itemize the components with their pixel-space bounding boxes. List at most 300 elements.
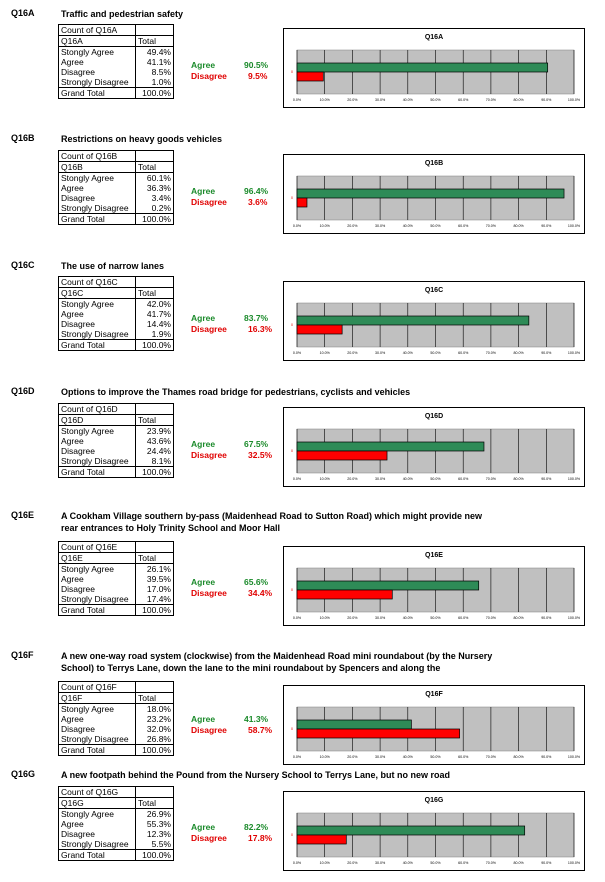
table-row	[59, 829, 174, 839]
question-title: A new one-way road system (clockwise) from the Maidenhead Road mini roundabout (by the Nursery School) to Terrys Lane, down the lane to the mini roundabout by Spencers and along the	[61, 651, 493, 673]
agree-bar	[297, 316, 529, 325]
x-tick-label: 10.0%	[319, 755, 330, 759]
row-value: 23.9%	[136, 426, 174, 437]
table-column-row	[59, 415, 174, 426]
row-value: 60.1%	[136, 173, 174, 184]
pivot-table	[58, 681, 174, 756]
chart-title: Q16A	[424, 34, 444, 41]
disagree-label: Disagree	[191, 588, 227, 598]
row-label: Strongly Disagree	[59, 203, 136, 214]
row-label: Strongly Disagree	[59, 456, 136, 467]
grand-total-value: 100.0%	[136, 340, 174, 351]
x-tick-label: 60.0%	[458, 477, 469, 481]
x-tick-label: 20.0%	[347, 351, 358, 355]
y-tick-label: 0	[291, 323, 293, 327]
disagree-label: Disagree	[191, 450, 227, 460]
table-header-row	[59, 542, 174, 553]
x-tick-label: 30.0%	[374, 616, 386, 620]
table-column-row	[59, 288, 174, 299]
x-tick-label: 0.0%	[292, 755, 302, 759]
x-tick-label: 0.0%	[292, 861, 302, 865]
x-tick-label: 30.0%	[374, 98, 386, 102]
disagree-value: 58.7%	[248, 725, 273, 735]
agree-bar	[297, 442, 484, 451]
x-tick-label: 10.0%	[319, 861, 330, 865]
grand-total-label: Grand Total	[59, 214, 136, 225]
agree-label: Agree	[191, 313, 216, 323]
chart-title: Q16F	[425, 691, 443, 698]
bar-chart	[283, 546, 585, 626]
row-label: Strongly Disagree	[59, 594, 136, 605]
x-tick-label: 100.0%	[567, 477, 581, 481]
row-value: 26.1%	[136, 564, 174, 575]
x-tick-label: 30.0%	[374, 224, 386, 228]
x-tick-label: 10.0%	[319, 98, 330, 102]
x-tick-label: 60.0%	[458, 224, 469, 228]
pivot-table	[58, 541, 174, 616]
table-row	[59, 183, 174, 193]
row-label: Strongly Disagree	[59, 839, 136, 850]
disagree-label: Disagree	[191, 71, 227, 81]
x-tick-label: 80.0%	[513, 616, 524, 620]
table-row	[59, 319, 174, 329]
bar-chart	[283, 281, 585, 361]
x-tick-label: 0.0%	[292, 351, 302, 355]
x-tick-label: 60.0%	[458, 861, 469, 865]
grand-total-label: Grand Total	[59, 467, 136, 478]
grand-total-label: Grand Total	[59, 605, 136, 616]
pivot-table	[58, 24, 174, 99]
agree-value: 90.5%	[244, 60, 269, 70]
row-value: 49.4%	[136, 47, 174, 58]
disagree-bar	[297, 835, 346, 844]
table-column-row	[59, 798, 174, 809]
bar-chart	[283, 28, 585, 108]
table-row	[59, 67, 174, 77]
x-tick-label: 90.0%	[541, 224, 552, 228]
x-tick-label: 30.0%	[374, 861, 386, 865]
x-tick-label: 100.0%	[567, 861, 581, 865]
agree-value: 65.6%	[244, 577, 269, 587]
agree-value: 96.4%	[244, 186, 269, 196]
table-header-blank	[136, 151, 174, 162]
row-label: Disagree	[59, 724, 136, 734]
row-label: Disagree	[59, 829, 136, 839]
pivot-table	[58, 786, 174, 861]
table-header: Count of Q16F	[59, 682, 136, 693]
x-tick-label: 90.0%	[541, 861, 552, 865]
row-label: Stongly Agree	[59, 47, 136, 58]
disagree-value: 16.3%	[248, 324, 273, 334]
row-value: 41.7%	[136, 309, 174, 319]
disagree-bar	[297, 72, 323, 81]
y-tick-label: 0	[291, 833, 293, 837]
row-value: 32.0%	[136, 724, 174, 734]
disagree-label: Disagree	[191, 833, 227, 843]
agree-bar	[297, 189, 564, 198]
grand-total-label: Grand Total	[59, 88, 136, 99]
x-tick-label: 70.0%	[485, 755, 497, 759]
x-tick-label: 10.0%	[319, 477, 330, 481]
column-label: Q16D	[59, 415, 136, 426]
table-row	[59, 329, 174, 340]
question-id: Q16E	[11, 510, 35, 520]
x-tick-label: 60.0%	[458, 755, 469, 759]
table-header-blank	[136, 542, 174, 553]
x-tick-label: 30.0%	[374, 755, 386, 759]
agree-label: Agree	[191, 186, 216, 196]
disagree-label: Disagree	[191, 324, 227, 334]
table-header: Count of Q16C	[59, 277, 136, 288]
table-header-row	[59, 682, 174, 693]
x-tick-label: 20.0%	[347, 224, 358, 228]
disagree-value: 34.4%	[248, 588, 273, 598]
table-header: Count of Q16B	[59, 151, 136, 162]
disagree-value: 3.6%	[248, 197, 268, 207]
question-id: Q16G	[11, 769, 36, 779]
row-value: 14.4%	[136, 319, 174, 329]
table-row	[59, 446, 174, 456]
table-row	[59, 819, 174, 829]
grand-total-label: Grand Total	[59, 340, 136, 351]
chart-plot	[284, 686, 584, 764]
y-tick-label: 0	[291, 588, 293, 592]
row-label: Agree	[59, 309, 136, 319]
pivot-table	[58, 403, 174, 478]
pivot-table	[58, 276, 174, 351]
row-label: Agree	[59, 574, 136, 584]
row-label: Disagree	[59, 446, 136, 456]
question-id: Q16F	[11, 650, 34, 660]
x-tick-label: 70.0%	[485, 351, 497, 355]
chart-plot	[284, 155, 584, 233]
x-tick-label: 40.0%	[402, 224, 413, 228]
bar-chart	[283, 685, 585, 765]
x-tick-label: 30.0%	[374, 351, 386, 355]
row-label: Stongly Agree	[59, 809, 136, 820]
row-label: Stongly Agree	[59, 564, 136, 575]
column-label: Q16E	[59, 553, 136, 564]
row-value: 3.4%	[136, 193, 174, 203]
question-id: Q16D	[11, 386, 35, 396]
table-row	[59, 584, 174, 594]
row-value: 24.4%	[136, 446, 174, 456]
table-header-blank	[136, 25, 174, 36]
x-tick-label: 90.0%	[541, 351, 552, 355]
x-tick-label: 40.0%	[402, 861, 413, 865]
table-row	[59, 57, 174, 67]
x-tick-label: 50.0%	[430, 477, 441, 481]
row-label: Disagree	[59, 584, 136, 594]
bar-chart	[283, 407, 585, 487]
row-label: Stongly Agree	[59, 426, 136, 437]
grand-total-value: 100.0%	[136, 850, 174, 861]
grand-total-row	[59, 850, 174, 861]
table-header-blank	[136, 404, 174, 415]
bar-chart	[283, 791, 585, 871]
table-column-row	[59, 162, 174, 173]
grand-total-row	[59, 88, 174, 99]
row-label: Agree	[59, 183, 136, 193]
y-tick-label: 0	[291, 449, 293, 453]
agree-value: 83.7%	[244, 313, 269, 323]
row-value: 26.8%	[136, 734, 174, 745]
x-tick-label: 80.0%	[513, 98, 524, 102]
row-value: 8.1%	[136, 456, 174, 467]
x-tick-label: 100.0%	[567, 224, 581, 228]
table-row	[59, 714, 174, 724]
x-tick-label: 40.0%	[402, 477, 413, 481]
table-header-blank	[136, 682, 174, 693]
table-column-row	[59, 553, 174, 564]
row-label: Disagree	[59, 319, 136, 329]
table-row	[59, 594, 174, 605]
table-row	[59, 299, 174, 310]
table-row	[59, 426, 174, 437]
row-value: 41.1%	[136, 57, 174, 67]
x-tick-label: 100.0%	[567, 755, 581, 759]
question-id: Q16A	[11, 8, 35, 18]
x-tick-label: 70.0%	[485, 477, 497, 481]
chart-plot	[284, 29, 584, 107]
x-tick-label: 50.0%	[430, 351, 441, 355]
x-tick-label: 90.0%	[541, 477, 552, 481]
row-label: Strongly Disagree	[59, 734, 136, 745]
agree-label: Agree	[191, 714, 216, 724]
x-tick-label: 100.0%	[567, 616, 581, 620]
column-total-label: Total	[136, 798, 174, 809]
column-label: Q16C	[59, 288, 136, 299]
row-value: 17.0%	[136, 584, 174, 594]
agree-label: Agree	[191, 60, 216, 70]
column-label: Q16F	[59, 693, 136, 704]
column-total-label: Total	[136, 36, 174, 47]
question-id: Q16B	[11, 133, 35, 143]
table-row	[59, 203, 174, 214]
x-tick-label: 40.0%	[402, 755, 413, 759]
grand-total-label: Grand Total	[59, 745, 136, 756]
chart-title: Q16D	[424, 413, 444, 420]
table-row	[59, 574, 174, 584]
x-tick-label: 90.0%	[541, 616, 552, 620]
table-header-row	[59, 404, 174, 415]
table-header-row	[59, 277, 174, 288]
disagree-bar	[297, 729, 460, 738]
grand-total-value: 100.0%	[136, 605, 174, 616]
x-tick-label: 50.0%	[430, 224, 441, 228]
agree-bar	[297, 581, 479, 590]
x-tick-label: 60.0%	[458, 98, 469, 102]
x-tick-label: 10.0%	[319, 616, 330, 620]
disagree-value: 17.8%	[248, 833, 273, 843]
table-header-row	[59, 25, 174, 36]
chart-title: Q16E	[425, 552, 443, 559]
grand-total-value: 100.0%	[136, 88, 174, 99]
disagree-bar	[297, 198, 307, 207]
table-row	[59, 564, 174, 575]
x-tick-label: 70.0%	[485, 616, 497, 620]
grand-total-row	[59, 340, 174, 351]
row-value: 36.3%	[136, 183, 174, 193]
x-tick-label: 90.0%	[541, 98, 552, 102]
grand-total-row	[59, 745, 174, 756]
x-tick-label: 20.0%	[347, 861, 358, 865]
x-tick-label: 0.0%	[292, 224, 302, 228]
table-header-blank	[136, 277, 174, 288]
table-row	[59, 436, 174, 446]
column-total-label: Total	[136, 288, 174, 299]
x-tick-label: 10.0%	[319, 224, 330, 228]
agree-bar	[297, 720, 411, 729]
table-row	[59, 173, 174, 184]
pivot-table	[58, 150, 174, 225]
chart-plot	[284, 282, 584, 360]
row-label: Stongly Agree	[59, 173, 136, 184]
column-total-label: Total	[136, 415, 174, 426]
row-value: 17.4%	[136, 594, 174, 605]
agree-bar	[297, 826, 525, 835]
row-label: Strongly Disagree	[59, 77, 136, 88]
row-label: Disagree	[59, 67, 136, 77]
row-value: 1.0%	[136, 77, 174, 88]
bar-chart	[283, 154, 585, 234]
agree-bar	[297, 63, 548, 72]
x-tick-label: 60.0%	[458, 616, 469, 620]
question-title: Options to improve the Thames road bridge for pedestrians, cyclists and vehicles	[61, 387, 411, 397]
row-label: Stongly Agree	[59, 299, 136, 310]
x-tick-label: 50.0%	[430, 98, 441, 102]
agree-value: 41.3%	[244, 714, 269, 724]
grand-total-value: 100.0%	[136, 745, 174, 756]
question-title: Traffic and pedestrian safety	[61, 9, 184, 19]
row-label: Disagree	[59, 193, 136, 203]
x-tick-label: 40.0%	[402, 351, 413, 355]
table-row	[59, 77, 174, 88]
disagree-bar	[297, 451, 387, 460]
table-header-row	[59, 787, 174, 798]
row-value: 18.0%	[136, 704, 174, 715]
x-tick-label: 0.0%	[292, 616, 302, 620]
y-tick-label: 0	[291, 196, 293, 200]
agree-label: Agree	[191, 822, 216, 832]
disagree-label: Disagree	[191, 197, 227, 207]
x-tick-label: 80.0%	[513, 861, 524, 865]
x-tick-label: 40.0%	[402, 616, 413, 620]
question-title: A new footpath behind the Pound from the Nursery School to Terrys Lane, but no new road	[61, 770, 451, 780]
x-tick-label: 20.0%	[347, 755, 358, 759]
grand-total-value: 100.0%	[136, 467, 174, 478]
row-value: 39.5%	[136, 574, 174, 584]
x-tick-label: 20.0%	[347, 616, 358, 620]
row-value: 0.2%	[136, 203, 174, 214]
row-value: 26.9%	[136, 809, 174, 820]
table-header: Count of Q16G	[59, 787, 136, 798]
grand-total-row	[59, 605, 174, 616]
chart-title: Q16C	[424, 287, 444, 294]
disagree-bar	[297, 325, 342, 334]
x-tick-label: 0.0%	[292, 477, 302, 481]
row-value: 1.9%	[136, 329, 174, 340]
agree-value: 82.2%	[244, 822, 269, 832]
x-tick-label: 0.0%	[292, 98, 302, 102]
row-value: 43.6%	[136, 436, 174, 446]
table-column-row	[59, 693, 174, 704]
row-label: Agree	[59, 819, 136, 829]
row-value: 42.0%	[136, 299, 174, 310]
x-tick-label: 30.0%	[374, 477, 386, 481]
column-label: Q16G	[59, 798, 136, 809]
grand-total-row	[59, 214, 174, 225]
table-row	[59, 724, 174, 734]
row-value: 5.5%	[136, 839, 174, 850]
chart-plot	[284, 792, 584, 870]
table-header: Count of Q16A	[59, 25, 136, 36]
column-label: Q16B	[59, 162, 136, 173]
y-tick-label: 0	[291, 70, 293, 74]
x-tick-label: 100.0%	[567, 98, 581, 102]
table-header-row	[59, 151, 174, 162]
x-tick-label: 10.0%	[319, 351, 330, 355]
x-tick-label: 20.0%	[347, 98, 358, 102]
row-value: 23.2%	[136, 714, 174, 724]
row-value: 12.3%	[136, 829, 174, 839]
table-header-blank	[136, 787, 174, 798]
grand-total-value: 100.0%	[136, 214, 174, 225]
x-tick-label: 80.0%	[513, 755, 524, 759]
x-tick-label: 80.0%	[513, 351, 524, 355]
column-total-label: Total	[136, 693, 174, 704]
x-tick-label: 50.0%	[430, 616, 441, 620]
column-label: Q16A	[59, 36, 136, 47]
disagree-value: 32.5%	[248, 450, 273, 460]
question-title: A Cookham Village southern by-pass (Maidenhead Road to Sutton Road) which might provide new rear entrances to Holy Trinity School and Moor Hall	[61, 511, 483, 533]
table-row	[59, 193, 174, 203]
row-value: 55.3%	[136, 819, 174, 829]
x-tick-label: 60.0%	[458, 351, 469, 355]
disagree-value: 9.5%	[248, 71, 268, 81]
chart-title: Q16G	[424, 797, 444, 804]
x-tick-label: 80.0%	[513, 224, 524, 228]
chart-plot	[284, 547, 584, 625]
x-tick-label: 70.0%	[485, 98, 497, 102]
table-row	[59, 734, 174, 745]
grand-total-label: Grand Total	[59, 850, 136, 861]
question-id: Q16C	[11, 260, 35, 270]
x-tick-label: 70.0%	[485, 861, 497, 865]
column-total-label: Total	[136, 162, 174, 173]
x-tick-label: 20.0%	[347, 477, 358, 481]
x-tick-label: 70.0%	[485, 224, 497, 228]
table-row	[59, 309, 174, 319]
x-tick-label: 40.0%	[402, 98, 413, 102]
agree-value: 67.5%	[244, 439, 269, 449]
chart-plot	[284, 408, 584, 486]
table-header: Count of Q16D	[59, 404, 136, 415]
table-row	[59, 47, 174, 58]
row-label: Agree	[59, 714, 136, 724]
disagree-bar	[297, 590, 392, 599]
x-tick-label: 50.0%	[430, 861, 441, 865]
agree-label: Agree	[191, 439, 216, 449]
table-row	[59, 809, 174, 820]
chart-title: Q16B	[424, 160, 444, 167]
table-column-row	[59, 36, 174, 47]
table-row	[59, 839, 174, 850]
x-tick-label: 80.0%	[513, 477, 524, 481]
x-tick-label: 90.0%	[541, 755, 552, 759]
row-label: Agree	[59, 57, 136, 67]
row-value: 8.5%	[136, 67, 174, 77]
